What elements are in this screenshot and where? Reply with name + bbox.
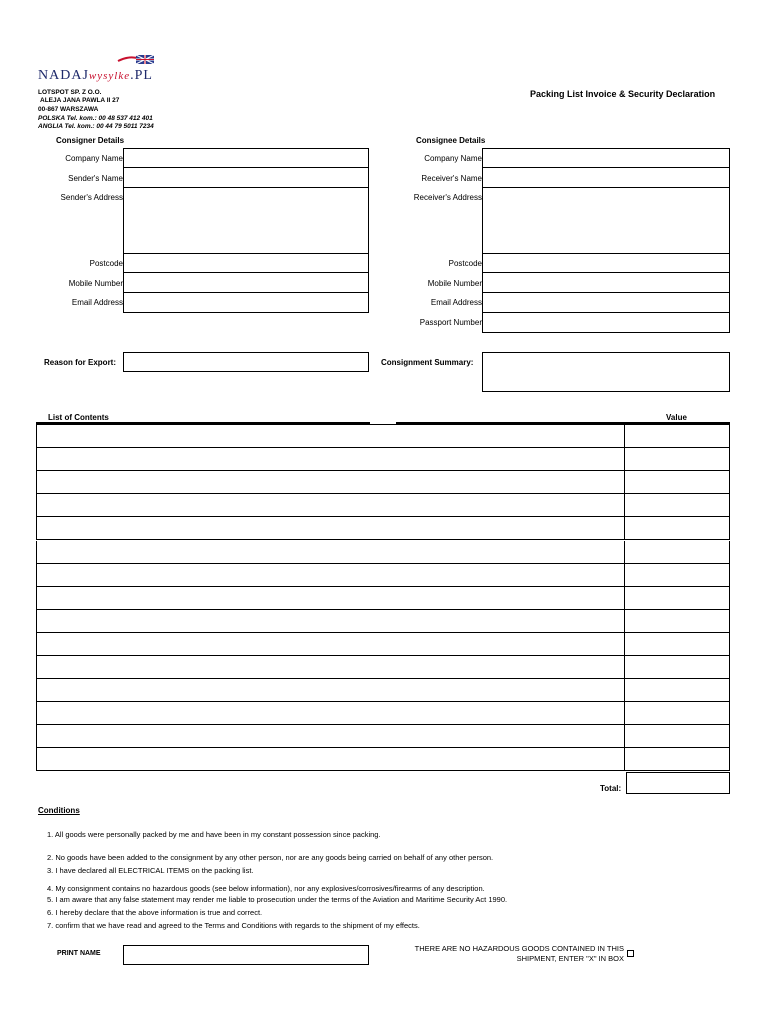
item-value-cell[interactable]	[625, 656, 729, 678]
print-name-field[interactable]	[123, 945, 369, 965]
table-row	[36, 679, 730, 702]
hazard-note	[378, 944, 624, 964]
table-row	[36, 656, 730, 679]
consignee-name-field[interactable]	[482, 168, 730, 188]
reason-for-export-field[interactable]	[123, 352, 369, 372]
condition-item: 6. I hereby declare that the above information is true and correct.	[47, 908, 263, 917]
contents-heading: List of Contents	[48, 413, 109, 422]
logo-text-main: NADAJ	[38, 68, 89, 83]
consignee-address-field[interactable]	[482, 188, 730, 254]
consigner-name-label: Sender's Name	[68, 174, 123, 183]
condition-item: 5. I am aware that any false statement may render me liable to prosecution under the terms of the Aviation and Maritime Security Act 1990.	[47, 895, 508, 904]
consignee-heading: Consignee Details	[416, 136, 486, 145]
item-value-cell[interactable]	[625, 494, 729, 516]
item-description-cell[interactable]	[37, 725, 625, 747]
consigner-name-field[interactable]	[123, 168, 369, 188]
consignee-company-label: Company Name	[424, 154, 482, 163]
item-description-cell[interactable]	[37, 656, 625, 678]
item-value-cell[interactable]	[625, 587, 729, 609]
item-description-cell[interactable]	[37, 587, 625, 609]
company-line-5: ANGLIA Tel. kom.: 00 44 79 5011 7234	[38, 123, 154, 130]
consignee-address-label: Receiver's Address	[413, 193, 482, 202]
logo-text-script: wysylke	[88, 70, 131, 82]
item-value-cell[interactable]	[625, 448, 729, 470]
conditions-heading: Conditions	[38, 806, 80, 815]
table-row	[36, 494, 730, 517]
table-row	[36, 633, 730, 656]
consignee-company-field[interactable]	[482, 148, 730, 168]
reason-for-export-label: Reason for Export:	[44, 358, 117, 367]
item-description-cell[interactable]	[37, 541, 625, 563]
item-description-cell[interactable]	[37, 471, 625, 493]
item-description-cell[interactable]	[37, 679, 625, 701]
item-description-cell[interactable]	[37, 425, 625, 447]
logo-text-end: .PL	[130, 68, 153, 83]
condition-item: 1. All goods were personally packed by me and have been in my constant possession since packing.	[47, 830, 381, 839]
item-value-cell[interactable]	[625, 425, 729, 447]
item-value-cell[interactable]	[625, 471, 729, 493]
table-row	[36, 748, 730, 771]
company-line-1: LOTSPOT SP. Z O.O.	[38, 89, 102, 96]
consigner-email-field[interactable]	[123, 293, 369, 313]
item-value-cell[interactable]	[625, 679, 729, 701]
table-row	[36, 448, 730, 471]
consigner-company-label: Company Name	[65, 154, 123, 163]
consignment-summary-label: Consignment Summary:	[381, 358, 474, 367]
consigner-address-label: Sender's Address	[60, 193, 123, 202]
item-value-cell[interactable]	[625, 633, 729, 655]
hazard-note-line-2: SHIPMENT, ENTER "X" IN BOX	[516, 954, 624, 963]
consignee-passport-label: Passport Number	[419, 318, 482, 327]
item-description-cell[interactable]	[37, 610, 625, 632]
item-value-cell[interactable]	[625, 748, 729, 770]
condition-item: 3. I have declared all ELECTRICAL ITEMS on the packing list.	[47, 866, 254, 875]
total-field[interactable]	[626, 772, 730, 794]
item-description-cell[interactable]	[37, 748, 625, 770]
table-row	[36, 725, 730, 748]
consigner-heading: Consigner Details	[56, 136, 125, 145]
flag-icon	[116, 52, 156, 66]
company-line-2: ALEJA JANA PAWLA II 27	[40, 97, 120, 104]
item-description-cell[interactable]	[37, 702, 625, 724]
consignee-mobile-field[interactable]	[482, 273, 730, 293]
consignee-passport-field[interactable]	[482, 313, 730, 333]
item-value-cell[interactable]	[625, 725, 729, 747]
consignee-email-label: Email Address	[430, 298, 482, 307]
table-row	[36, 541, 730, 564]
consigner-mobile-label: Mobile Number	[68, 279, 123, 288]
consigner-address-field[interactable]	[123, 188, 369, 254]
item-value-cell[interactable]	[625, 702, 729, 724]
condition-item: 2. No goods have been added to the consignment by any other person, nor are any goods being carried on behalf of any other person.	[47, 853, 494, 862]
consignee-postcode-field[interactable]	[482, 254, 730, 273]
item-value-cell[interactable]	[625, 541, 729, 563]
condition-item: 4. My consignment contains no hazardous goods (see below information), nor any explosives/corrosives/firearms of any description.	[47, 884, 485, 893]
table-row	[36, 517, 730, 540]
table-row	[36, 610, 730, 633]
consigner-postcode-label: Postcode	[89, 259, 123, 268]
print-name-label: PRINT NAME	[57, 950, 101, 957]
item-value-cell[interactable]	[625, 610, 729, 632]
item-value-cell[interactable]	[625, 564, 729, 586]
item-description-cell[interactable]	[37, 633, 625, 655]
condition-item: 7. confirm that we have read and agreed to the Terms and Conditions with regards to the shipment of my effects.	[47, 921, 420, 930]
company-line-4: POLSKA Tel. kom.: 00 48 537 412 401	[38, 115, 153, 122]
total-label: Total:	[600, 784, 622, 793]
document-title: Packing List Invoice & Security Declaration	[530, 89, 716, 99]
table-row	[36, 587, 730, 610]
table-row	[36, 471, 730, 494]
company-line-3: 00-867 WARSZAWA	[38, 106, 99, 113]
item-description-cell[interactable]	[37, 517, 625, 539]
item-value-cell[interactable]	[625, 517, 729, 539]
table-row	[36, 425, 730, 448]
item-description-cell[interactable]	[37, 448, 625, 470]
item-description-cell[interactable]	[37, 564, 625, 586]
consignment-summary-field[interactable]	[482, 352, 730, 392]
consignee-mobile-label: Mobile Number	[427, 279, 482, 288]
consigner-company-field[interactable]	[123, 148, 369, 168]
value-heading: Value	[666, 413, 687, 422]
company-logo	[38, 52, 198, 86]
table-row	[36, 564, 730, 587]
consignee-email-field[interactable]	[482, 293, 730, 313]
consigner-email-label: Email Address	[71, 298, 123, 307]
hazard-checkbox[interactable]	[627, 950, 634, 957]
consignee-name-label: Receiver's Name	[421, 174, 482, 183]
hazard-note-line-1: THERE ARE NO HAZARDOUS GOODS CONTAINED IN THIS	[414, 944, 624, 953]
consigner-postcode-field[interactable]	[123, 254, 369, 273]
table-row	[36, 702, 730, 725]
consignee-postcode-label: Postcode	[448, 259, 482, 268]
consigner-mobile-field[interactable]	[123, 273, 369, 293]
item-description-cell[interactable]	[37, 494, 625, 516]
